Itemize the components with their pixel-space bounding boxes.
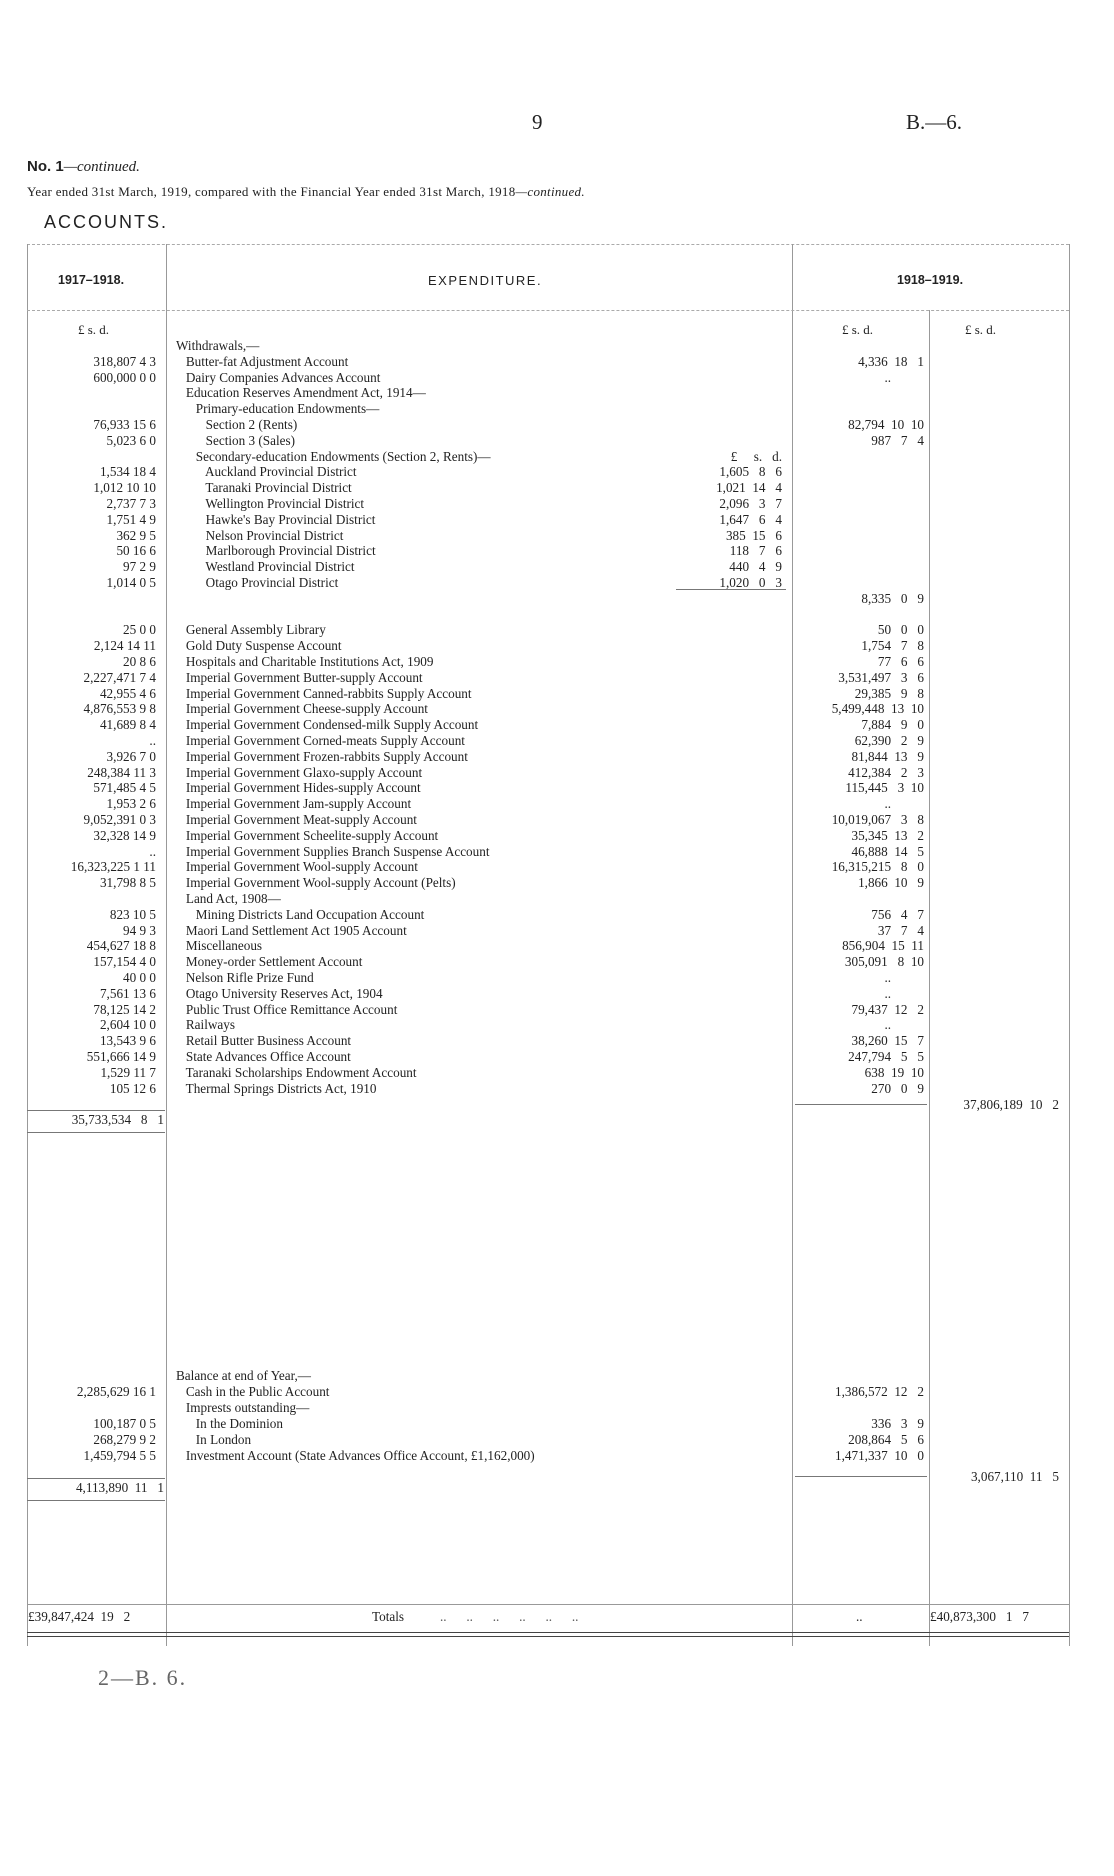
prev-year-amount: 20 8 6: [123, 654, 156, 669]
table-row: [0, 1081, 1114, 1097]
current-year-amount: 37 7 4: [877, 923, 924, 938]
prev-year-amount: 1,014 0 5: [106, 575, 156, 590]
table-row: [0, 575, 1114, 591]
expenditure-description: Secondary-education Endowments (Section 2, Rents)—: [176, 449, 491, 464]
expenditure-description: Money-order Settlement Account: [176, 954, 363, 969]
totals-dots: .. .. .. .. .. ..: [440, 1609, 579, 1624]
current-year-amount: 16,315,215 8 0: [831, 859, 924, 874]
current-year-amount: 50 0 0: [877, 622, 924, 637]
prev-year-amount: 248,384 11 3: [87, 765, 156, 780]
year-line-main: Year ended 31st March, 1919, compared with the Financial Year ended 31st March, 1918: [27, 184, 516, 199]
table-row: [0, 354, 1114, 370]
expenditure-description: General Assembly Library: [176, 622, 326, 637]
table-row: [0, 1033, 1114, 1049]
table-row: [0, 923, 1114, 939]
totals-cur-dots: ..: [856, 1609, 863, 1624]
totals-rule-2: [27, 1636, 1069, 1637]
expenditure-description: Taranaki Provincial District: [176, 480, 352, 495]
prev-year-amount: 2,604 10 0: [99, 1017, 156, 1032]
sub-amount: 1,020 0 3: [719, 575, 782, 590]
prev-year-amount: 268,279 9 2: [93, 1432, 156, 1447]
prev-year-amount: 16,323,225 1 11: [70, 859, 156, 874]
prev-year-amount: 41,689 8 4: [99, 717, 156, 732]
table-row: [0, 1017, 1114, 1033]
expenditure-description: Gold Duty Suspense Account: [176, 638, 342, 653]
prev-year-amount: 13,543 9 6: [99, 1033, 156, 1048]
table-row: [0, 385, 1114, 401]
table-row: [0, 480, 1114, 496]
prev-year-amount: 31,798 8 5: [99, 875, 156, 890]
table-row: [0, 433, 1114, 449]
current-year-amount: 247,794 5 5: [848, 1049, 924, 1064]
expenditure-description: Wellington Provincial District: [176, 496, 365, 511]
table-row: [0, 891, 1114, 907]
expenditure-description: Section 3 (Sales): [176, 433, 296, 448]
totals-prev: £39,847,424 19 2: [28, 1609, 131, 1624]
expenditure-description: Investment Account (State Advances Office Account, £1,162,000): [176, 1448, 535, 1463]
table-row: [0, 907, 1114, 923]
expenditure-description: Maori Land Settlement Act 1905 Account: [176, 923, 407, 938]
table-row: [0, 1065, 1114, 1081]
year-line: [27, 184, 585, 200]
current-year-amount: 79,437 12 2: [851, 1002, 924, 1017]
table-row: [0, 986, 1114, 1002]
expenditure-description: Railways: [176, 1017, 235, 1032]
table-row: [0, 543, 1114, 559]
prev-year-amount: 2,737 7 3: [106, 496, 156, 511]
table-row: [0, 970, 1114, 986]
current-year-amount: 77 6 6: [877, 654, 924, 669]
expenditure-description: Primary-education Endowments—: [176, 401, 380, 416]
expenditure-description: Imperial Government Wool-supply Account: [176, 859, 418, 874]
prev-year-amount: 318,807 4 3: [93, 354, 156, 369]
table-row: [0, 1049, 1114, 1065]
table-row: [0, 812, 1114, 828]
current-year-amount: 3,531,497 3 6: [838, 670, 924, 685]
table-row: [0, 638, 1114, 654]
expenditure-description: Imperial Government Wool-supply Account (Pelts): [176, 875, 456, 890]
current-year-amount: 29,385 9 8: [854, 686, 924, 701]
expenditure-description: Auckland Provincial District: [176, 464, 357, 479]
totals-label: Totals: [372, 1609, 405, 1624]
expenditure-description: Land Act, 1908—: [176, 891, 281, 906]
expenditure-description: Hospitals and Charitable Institutions Act, 1909: [176, 654, 434, 669]
current-year-amount: 5,499,448 13 10: [831, 701, 924, 716]
balance-total-cur: 3,067,110 11 5: [970, 1469, 1059, 1484]
table-row: [0, 1384, 1114, 1400]
table-row: [0, 954, 1114, 970]
expenditure-description: Retail Butter Business Account: [176, 1033, 352, 1048]
table-row: [0, 875, 1114, 891]
expenditure-description: Imperial Government Meat-supply Account: [176, 812, 417, 827]
sub-amount: 385 15 6: [725, 528, 782, 543]
table-row: [0, 749, 1114, 765]
current-year-amount: ..: [884, 1017, 924, 1032]
table-row: [0, 844, 1114, 860]
prev-year-amount: 25 0 0: [123, 622, 156, 637]
withdrawals-total-prev: 35,733,534 8 1: [71, 1112, 164, 1127]
current-year-amount: ..: [884, 970, 924, 985]
table-row: [0, 701, 1114, 717]
current-year-amount: ..: [884, 796, 924, 811]
table-row: [0, 1448, 1114, 1464]
prev-year-amount: 1,534 18 4: [99, 464, 156, 479]
current-year-amount: 10,019,067 3 8: [831, 812, 924, 827]
expenditure-description: Imprests outstanding—: [176, 1400, 310, 1415]
current-year-amount: 1,386,572 12 2: [834, 1384, 924, 1399]
expenditure-description: State Advances Office Account: [176, 1049, 351, 1064]
prev-year-amount: 97 2 9: [123, 559, 156, 574]
expenditure-description: Otago University Reserves Act, 1904: [176, 986, 383, 1001]
table-row: [0, 559, 1114, 575]
table-row: [0, 796, 1114, 812]
prev-year-amount: 1,012 10 10: [93, 480, 156, 495]
page-number: 9: [532, 110, 543, 134]
current-year-amount: ..: [884, 986, 924, 1001]
balance-total-prev: 4,113,890 11 1: [75, 1480, 164, 1495]
table-row: [0, 338, 1114, 354]
table-row: [0, 496, 1114, 512]
balance-prev-rule-bottom: [27, 1500, 165, 1501]
prev-year-amount: 3,926 7 0: [106, 749, 156, 764]
expenditure-description: Imperial Government Cheese-supply Account: [176, 701, 428, 716]
table-row: [0, 686, 1114, 702]
table-row: [0, 512, 1114, 528]
table-row: [0, 733, 1114, 749]
prev-year-amount: 32,328 14 9: [93, 828, 156, 843]
current-year-amount: 987 7 4: [871, 433, 924, 448]
expenditure-description: Hawke's Bay Provincial District: [176, 512, 376, 527]
current-year-amount: 336 3 9: [871, 1416, 924, 1431]
expenditure-description: Imperial Government Canned-rabbits Supply Account: [176, 686, 472, 701]
expenditure-description: Otago Provincial District: [176, 575, 339, 590]
balance-prev-rule: [27, 1478, 165, 1479]
prev-year-amount: 823 10 5: [109, 907, 156, 922]
table-row: [0, 449, 1114, 465]
prev-year-amount: 454,627 18 8: [86, 938, 156, 953]
totals-rule-top: [27, 1604, 1069, 1605]
table-row: [0, 780, 1114, 796]
header-current-year: 1918–1919.: [897, 273, 964, 287]
sub-amount: £ s. d.: [730, 449, 782, 464]
current-year-amount: 412,384 2 3: [848, 765, 924, 780]
table-row: [0, 1400, 1114, 1416]
current-year-amount: 305,091 8 10: [844, 954, 924, 969]
prev-year-amount: 2,124 14 11: [93, 638, 156, 653]
current-year-amount: 115,445 3 10: [845, 780, 924, 795]
current-year-amount: 7,884 9 0: [861, 717, 924, 732]
expenditure-description: Nelson Rifle Prize Fund: [176, 970, 314, 985]
sub-amount: 118 7 6: [729, 543, 782, 558]
current-year-amount: 638 19 10: [864, 1065, 924, 1080]
prev-year-amount: 7,561 13 6: [99, 986, 156, 1001]
prev-year-amount: 76,933 15 6: [93, 417, 156, 432]
table-row: [0, 670, 1114, 686]
prev-year-amount: 2,285,629 16 1: [76, 1384, 156, 1399]
expenditure-description: In London: [176, 1432, 252, 1447]
section-title: ACCOUNTS.: [44, 212, 169, 232]
table-row: [0, 622, 1114, 638]
current-year-amount: 756 4 7: [871, 907, 924, 922]
year-line-suffix: —continued.: [515, 184, 585, 199]
current-year-amount: 62,390 2 9: [854, 733, 924, 748]
table-row: [0, 528, 1114, 544]
cur-subtotal-rule: [795, 1104, 927, 1105]
expenditure-description: Marlborough Provincial District: [176, 543, 376, 558]
sub-amount: 1,605 8 6: [719, 464, 782, 479]
table-row: [0, 607, 1114, 623]
current-year-amount: 856,904 15 11: [842, 938, 924, 953]
expenditure-description: Balance at end of Year,—: [176, 1368, 311, 1383]
prev-year-amount: 2,227,471 7 4: [83, 670, 156, 685]
prev-year-amount: 1,459,794 5 5: [83, 1448, 156, 1463]
document-code: B.—6.: [906, 110, 963, 134]
prev-year-amount: 50 16 6: [116, 543, 156, 558]
prev-year-amount: 1,751 4 9: [106, 512, 156, 527]
table-row: [0, 370, 1114, 386]
table-row: [0, 417, 1114, 433]
totals-cur: £40,873,300 1 7: [930, 1609, 1029, 1624]
expenditure-description: Section 2 (Rents): [176, 417, 298, 432]
prev-year-amount: ..: [149, 844, 156, 859]
current-year-amount: 1,754 7 8: [861, 638, 924, 653]
prev-year-amount: 40 0 0: [123, 970, 156, 985]
expenditure-description: Imperial Government Supplies Branch Suspense Account: [176, 844, 490, 859]
expenditure-description: Nelson Provincial District: [176, 528, 344, 543]
sub-amount: 1,647 6 4: [719, 512, 782, 527]
expenditure-description: Butter-fat Adjustment Account: [176, 354, 349, 369]
current-year-amount: 35,345 13 2: [851, 828, 924, 843]
table-top-rule: [27, 244, 1069, 245]
header-prev-year: 1917–1918.: [58, 273, 125, 287]
prev-year-amount: 4,876,553 9 8: [83, 701, 156, 716]
table-row: [0, 717, 1114, 733]
expenditure-description: Withdrawals,—: [176, 338, 260, 353]
prev-year-amount: 94 9 3: [123, 923, 156, 938]
current-year-amount: 46,888 14 5: [851, 844, 924, 859]
prev-year-amount: 1,953 2 6: [106, 796, 156, 811]
expenditure-description: Imperial Government Jam-supply Account: [176, 796, 412, 811]
prev-subtotal-rule-bottom: [27, 1132, 165, 1133]
expenditure-description: Taranaki Scholarships Endowment Account: [176, 1065, 417, 1080]
current-year-amount: 8,335 0 9: [861, 591, 924, 606]
table-row: [0, 654, 1114, 670]
current-year-amount: ..: [884, 370, 924, 385]
sub-amount: 440 4 9: [729, 559, 782, 574]
prev-year-amount: 5,023 6 0: [106, 433, 156, 448]
expenditure-description: Dairy Companies Advances Account: [176, 370, 381, 385]
expenditure-description: Imperial Government Corned-meats Supply Account: [176, 733, 465, 748]
balance-cur-rule: [795, 1476, 927, 1477]
table-row: [0, 765, 1114, 781]
current-year-amount: 38,260 15 7: [851, 1033, 924, 1048]
current-year-amount: 1,866 10 9: [858, 875, 924, 890]
table-row: [0, 401, 1114, 417]
page-footer: 2—B. 6.: [98, 1665, 188, 1690]
prev-subtotal-rule-top: [27, 1110, 165, 1111]
expenditure-description: Miscellaneous: [176, 938, 263, 953]
expenditure-description: Public Trust Office Remittance Account: [176, 1002, 398, 1017]
prev-year-amount: ..: [149, 733, 156, 748]
header-expenditure: EXPENDITURE.: [428, 273, 543, 288]
prev-year-amount: 100,187 0 5: [93, 1416, 156, 1431]
expenditure-description: Imperial Government Butter-supply Account: [176, 670, 423, 685]
prev-year-amount: 571,485 4 5: [93, 780, 156, 795]
withdrawals-total-cur: 37,806,189 10 2: [963, 1097, 1059, 1112]
prev-year-amount: 551,666 14 9: [86, 1049, 156, 1064]
totals-rule-1: [27, 1632, 1069, 1633]
expenditure-description: Mining Districts Land Occupation Account: [176, 907, 425, 922]
table-continued: —continued.: [63, 159, 140, 175]
prev-year-amount: 157,154 4 0: [93, 954, 156, 969]
current-year-amount: 81,844 13 9: [851, 749, 924, 764]
prev-year-amount: 42,955 4 6: [99, 686, 156, 701]
table-row: [0, 591, 1114, 607]
table-row: [0, 1416, 1114, 1432]
table-number: No. 1: [27, 158, 64, 175]
current-year-amount: 270 0 9: [871, 1081, 924, 1096]
table-row: [0, 938, 1114, 954]
unit-cur: £ s. d.: [842, 322, 874, 337]
table-row: [0, 464, 1114, 480]
current-year-amount: 1,471,337 10 0: [834, 1448, 924, 1463]
expenditure-description: Education Reserves Amendment Act, 1914—: [176, 385, 426, 400]
prev-year-amount: 105 12 6: [109, 1081, 156, 1096]
unit-total: £ s. d.: [965, 322, 997, 337]
prev-year-amount: 362 9 5: [116, 528, 156, 543]
expenditure-description: Westland Provincial District: [176, 559, 355, 574]
table-row: [0, 1432, 1114, 1448]
prev-year-amount: 9,052,391 0 3: [83, 812, 156, 827]
table-row: [0, 859, 1114, 875]
table-row: [0, 1002, 1114, 1018]
expenditure-description: Imperial Government Frozen-rabbits Supply Account: [176, 749, 468, 764]
table-row: [0, 1368, 1114, 1384]
expenditure-description: Imperial Government Glaxo-supply Account: [176, 765, 423, 780]
sub-amount: 1,021 14 4: [716, 480, 782, 495]
expenditure-description: Imperial Government Condensed-milk Supply Account: [176, 717, 479, 732]
expenditure-description: In the Dominion: [176, 1416, 283, 1431]
table-heading: [27, 158, 140, 176]
current-year-amount: 4,336 18 1: [858, 354, 924, 369]
prev-year-amount: 600,000 0 0: [93, 370, 156, 385]
prev-year-amount: 1,529 11 7: [100, 1065, 156, 1080]
expenditure-description: Cash in the Public Account: [176, 1384, 330, 1399]
current-year-amount: 82,794 10 10: [848, 417, 924, 432]
header-rule: [27, 310, 1069, 311]
expenditure-description: Thermal Springs Districts Act, 1910: [176, 1081, 377, 1096]
sub-total-rule: [676, 589, 786, 590]
expenditure-description: Imperial Government Scheelite-supply Account: [176, 828, 439, 843]
table-row: [0, 828, 1114, 844]
expenditure-description: Imperial Government Hides-supply Account: [176, 780, 421, 795]
current-year-amount: 208,864 5 6: [848, 1432, 924, 1447]
prev-year-amount: 78,125 14 2: [93, 1002, 156, 1017]
sub-amount: 2,096 3 7: [719, 496, 782, 511]
unit-prev: £ s. d.: [78, 322, 110, 337]
